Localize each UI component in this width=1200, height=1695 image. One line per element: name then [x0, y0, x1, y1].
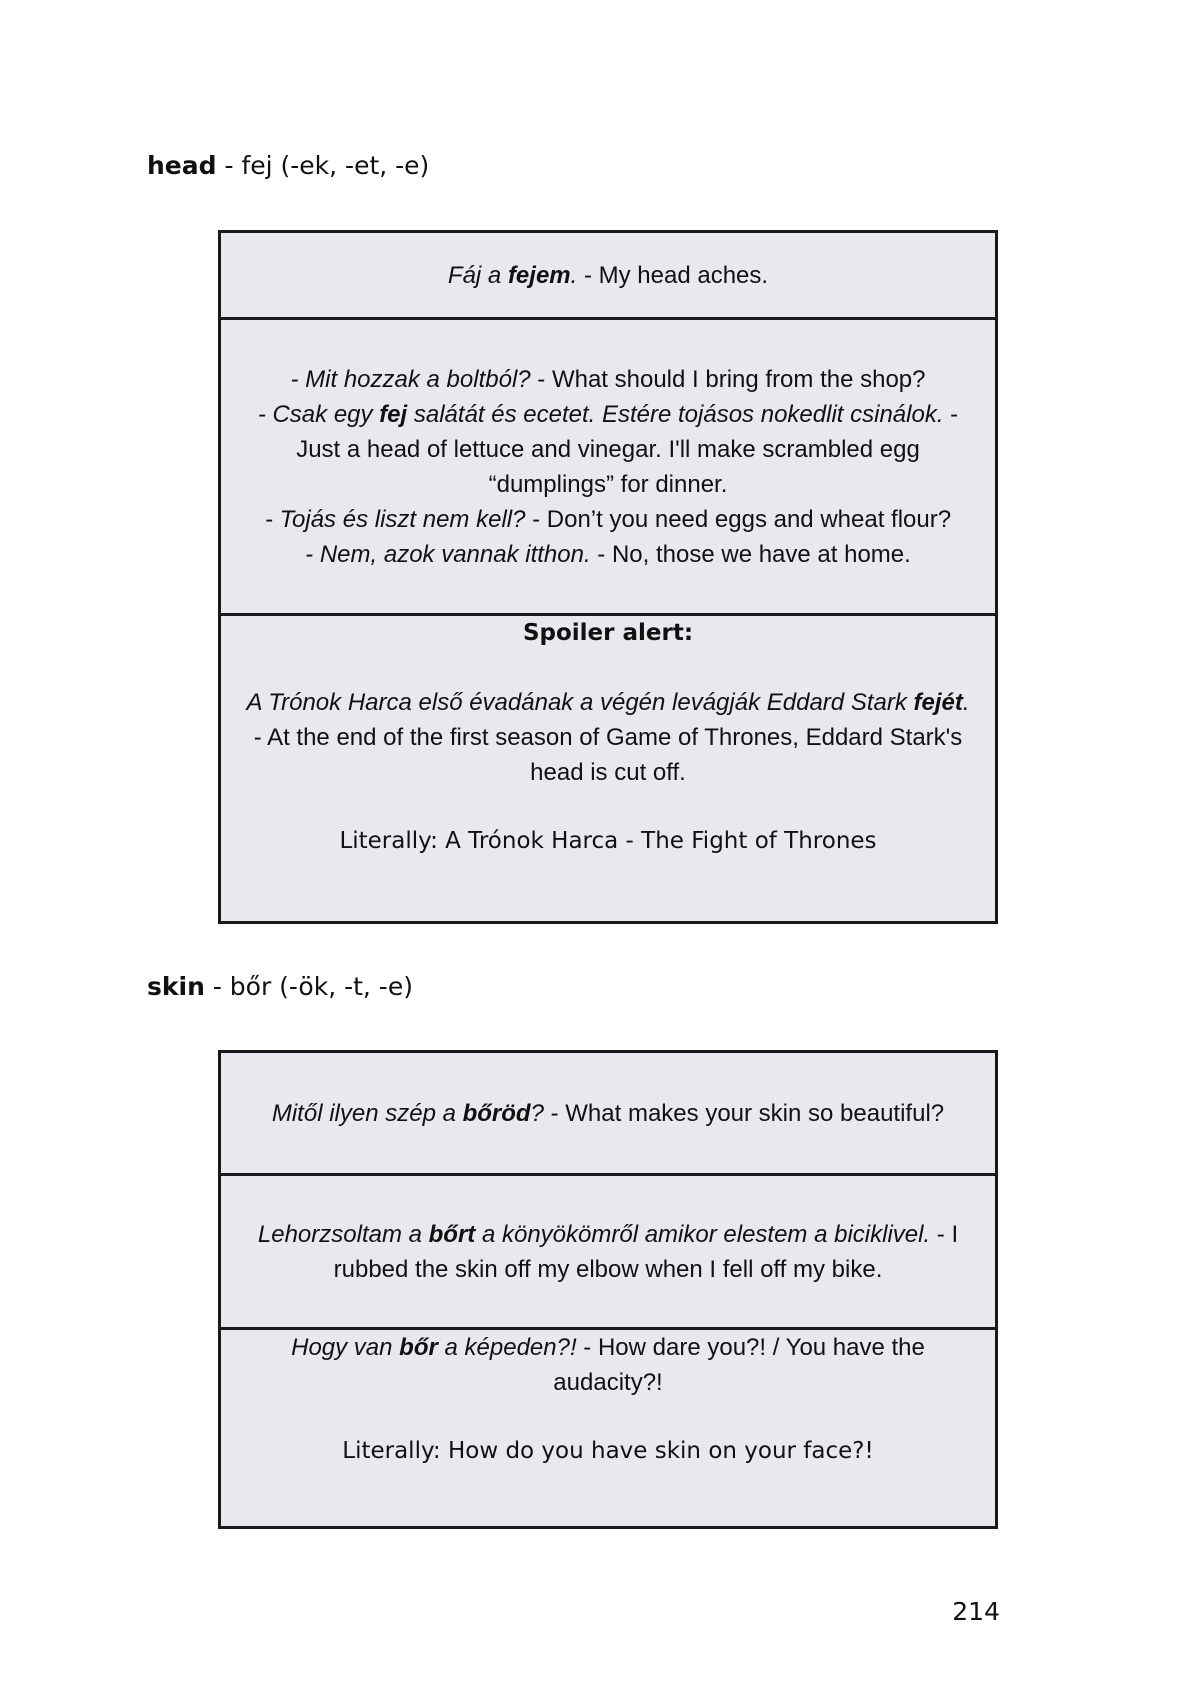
example-line: - Tojás és liszt nem kell? - Don’t you need eggs and wheat flour? — [264, 505, 952, 533]
entry-heading-head — [147, 150, 429, 182]
literal-note: Literally: A Trónok Harca - The Fight of Thrones — [339, 828, 877, 854]
example-row — [221, 1053, 995, 1173]
example-row — [221, 233, 995, 317]
page-number: 214 — [952, 1597, 1000, 1626]
example-line: Fáj a fejem. - My head aches. — [447, 261, 769, 289]
example-line: - Nem, azok vannak itthon. - No, those we have at home. — [305, 540, 911, 568]
example-line: Mitől ilyen szép a bőröd? - What makes your skin so beautiful? — [271, 1099, 945, 1127]
entry-heading-skin — [147, 971, 413, 1003]
example-row — [221, 1173, 995, 1327]
example-row — [221, 1327, 995, 1469]
spoiler-heading: Spoiler alert: — [522, 620, 694, 646]
example-line: A Trónok Harca első évadának a végén levágják Eddard Stark fejét. - At the end of the first season of Game of Thrones, Eddard Stark's head is cut off. — [246, 689, 970, 786]
example-line: - Mit hozzak a boltból? - What should I bring from the shop? — [290, 365, 926, 393]
example-line: - Csak egy fej salátát és ecetet. Estére tojásos nokedlit csinálok. - Just a head of lettuce and vinegar. I'll make scrambled egg “dumplings” for dinner. — [257, 400, 959, 498]
example-line: Hogy van bőr a képeden?! - How dare you?! / You have the audacity?! — [291, 1334, 925, 1396]
example-line: Lehorzsoltam a bőrt a könyökömről amikor elestem a biciklivel. - I rubbed the skin off my elbow when I fell off my bike. — [257, 1220, 959, 1283]
example-box-head — [218, 230, 998, 924]
entry-word: skin — [147, 972, 205, 1001]
entry-forms: - bőr (-ök, -t, -e) — [204, 972, 413, 1001]
entry-forms: - fej (-ek, -et, -e) — [216, 151, 430, 180]
example-row-spoiler — [221, 613, 995, 859]
example-row — [221, 317, 995, 613]
literal-note: Literally: How do you have skin on your face?! — [342, 1438, 874, 1464]
example-box-skin — [218, 1050, 998, 1529]
entry-word: head — [147, 151, 217, 180]
